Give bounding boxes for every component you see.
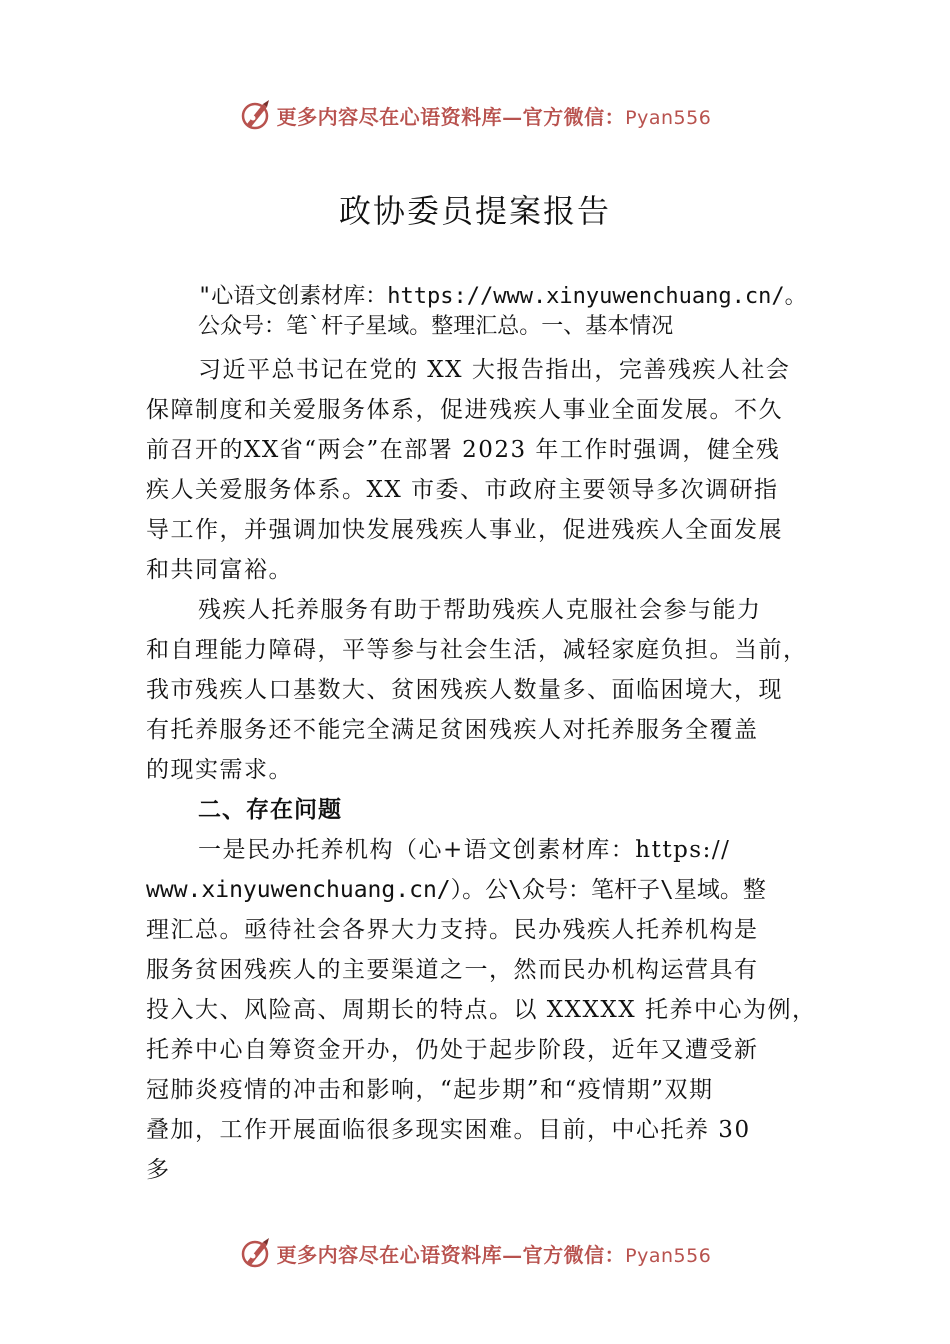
page-title: 政协委员提案报告 (338, 192, 611, 230)
paragraph-line: www.xinyuwenchuang.cn/）。公\众号：笔杆子\星域。整 (146, 877, 766, 903)
paragraph-line: 叠加，工作开展面临很多现实困难。目前，中心托养 30 (146, 1117, 751, 1143)
intro-line-2: 公众号：笔`杆子星域。整理汇总。一、基本情况 (198, 314, 674, 339)
paragraph-line: 服务贫困残疾人的主要渠道之一，然而民办机构运营具有 (146, 957, 759, 983)
paragraph-line: 疾人关爱服务体系。XX 市委、市政府主要领导多次调研指 (146, 477, 779, 503)
paragraph-line: 和共同富裕。 (146, 557, 293, 583)
paragraph-line: 一是民办托养机构（心+语文创素材库：https:// (198, 837, 731, 863)
paragraph-line: 有托养服务还不能完全满足贫困残疾人对托养服务全覆盖 (146, 717, 759, 743)
section-heading: 二、存在问题 (198, 797, 342, 823)
paragraph-line: 保障制度和关爱服务体系，促进残疾人事业全面发展。不久 (146, 397, 783, 423)
paragraph-line: 理汇总。亟待社会各界大力支持。民办残疾人托养机构是 (146, 917, 759, 943)
banner-text: 更多内容尽在心语资料库—官方微信：Pyan556 (276, 104, 712, 129)
paragraph-line: 托养中心自筹资金开办，仍处于起步阶段，近年又遭受新 (146, 1037, 759, 1063)
paragraph-line: 多 (146, 1157, 171, 1183)
banner-text: 更多内容尽在心语资料库—官方微信：Pyan556 (276, 1242, 712, 1267)
footer-banner (0, 1233, 950, 1273)
banner-wechat-id: Pyan556 (625, 106, 712, 129)
paragraph-line: 残疾人托养服务有助于帮助残疾人克服社会参与能力 (198, 597, 762, 623)
pen-logo-icon (239, 98, 273, 132)
paragraph-1 (146, 350, 814, 590)
paragraph-line: 和自理能力障碍，平等参与社会生活，减轻家庭负担。当前， (146, 637, 808, 663)
intro-line-1: "心语文创素材库：https://www.xinyuwenchuang.cn/。 (198, 284, 807, 309)
paragraph-line: 的现实需求。 (146, 757, 293, 783)
paragraph-2 (146, 590, 814, 790)
document-body (146, 282, 817, 1190)
paragraph-line: 前召开的XX省“两会”在部署 2023 年工作时强调，健全残 (146, 437, 781, 463)
header-banner (0, 95, 950, 135)
paragraph-line: 习近平总书记在党的 XX 大报告指出，完善残疾人社会 (198, 357, 791, 383)
paragraph-line: 投入大、风险高、周期长的特点。以 XXXXX 托养中心为例， (146, 997, 817, 1023)
paragraph-line: 冠肺炎疫情的冲击和影响，“起步期”和“疫情期”双期 (146, 1077, 714, 1103)
paragraph-line: 我市残疾人口基数大、贫困残疾人数量多、面临困境大，现 (146, 677, 783, 703)
banner-wechat-id: Pyan556 (625, 1244, 712, 1267)
pen-logo-icon (239, 1236, 273, 1270)
paragraph-line: 导工作，并强调加快发展残疾人事业，促进残疾人全面发展 (146, 517, 783, 543)
paragraph-3 (146, 830, 817, 1190)
